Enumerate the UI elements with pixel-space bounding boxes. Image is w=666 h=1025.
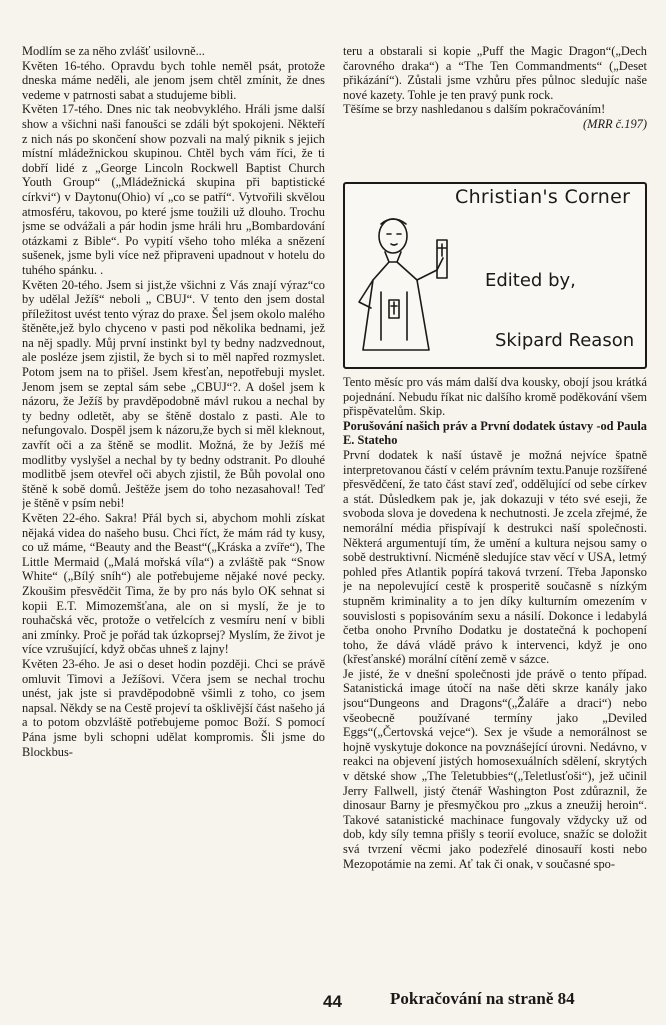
preacher-icon <box>351 200 451 360</box>
diary-paragraph: Květen 20-tého. Jsem si jist,že všichni z Vás znají výraz“co by udělal Ježíš“ neboli „ CBUJ“. V tento den jsem dostal příležitost uvést tento výraz do praxe. Šel jsem okolo malého štěněte,jež bylo chyceno v pasti pod několika bednami, jež na něj spadly. Můj první instinkt byl ty bedny nadzvednout, ale posléze jsem zjistil, že bych si to měl napřed rozmyslet. Potom jsem na to přišel. Jsem křesťan, nepotřebuji myslet. Jenom jsem se zeptal sám sebe „CBUJ“?. A došel jsem k názoru, že Ježíš by pravděpodobně mávl rukou a nechal by ty bedny odletět, aby se štěně dostalo z pasti. Ale to nefungovalo. Dospěl jsem k názoru,že bych si měl kleknout, zavřít oči a za štěně se modlit. Možná, že by Ježíš mé modlitby vyslyšel a nechal by ty bedny odstranit. Po dlouhé modlitbě jsem otevřel oči abych zjistil, že Bůh povolal ono štěně k sobě domů. Ještěže jsem do toho nezasahoval! Teď je štěně v psím nebi! <box>22 277 325 511</box>
article-block <box>343 375 647 1015</box>
source-signature: (MRR č.197) <box>583 116 647 131</box>
diary-continuation <box>343 44 647 174</box>
article-paragraph: První dodatek k naší ústavě je možná nejvíce špatně interpretovanou částí v celém právním textu.Panuje rozšířené přesvědčení, že tato část staví zeď, oddělující od sebe církev a stát. Důsledkem pak je, jak dokazuji v této své eseji, že svoboda slova je dovedena k nechutnosti. Je zcela zřejmé, že nemorální média přispívají k destrukci naší společnosti. Některá argumentují tím, že umění a kultura nejsou samy o sobě destruktivní. Nicméně sledujíce stav věcí v USA, letmý pohled přes Atlantik popírá taková tvrzení. Třeba Japonsko je na nepolevující cestě k prosperitě současně s nízkým stupněm kriminality a to jen díky kulturním omezením v souvislosti s popisováním sexu a násilí. Dokonce i ledabylá četba onoho Prvního Dodatku je dostatečná k pochopení toho, že dává vládě právo k intervenci, když je ono (křesťanské) morální cítění země v sázce. <box>343 447 647 667</box>
diary-paragraph: Těšíme se brzy nashledanou s dalším pokračováním! <box>343 102 606 117</box>
diary-paragraph: Květen 23-ého. Je asi o deset hodin později. Chci se právě omluvit Timovi a Ježíšovi. Včera jsem se nechal trochu unést, jak jste si pravděpodobně všimli z toho, co jsem napsal. Někdy se na Cestě projeví ta ošklivější část našeho já a to potom obzvláště potřebujeme pomoc Boží. S pomocí Pána jsme byli schopni udělat kompromis. Šli jsme do Blockbus- <box>22 656 325 759</box>
edited-by-label: Edited by, <box>485 270 576 291</box>
article-title: Porušování našich práv a První dodatek ústavy -od Paula E. Stateho <box>343 418 647 448</box>
diary-paragraph: Modlím se za něho zvlášť usilovně... <box>22 44 205 58</box>
right-column <box>343 44 647 1015</box>
left-column <box>22 44 325 999</box>
page-number: 44 <box>323 992 342 1011</box>
diary-paragraph: teru a obstarali si kopie „Puff the Magic Dragon“(„Dech čarovného draka“) a “The Ten Commandments“ („Deset přikázání“). Zůstali jsme vzhůru přes půlnoc sledujíc naše nové kazety. Tohle je ten pravý punk rock. <box>343 44 647 102</box>
editor-name: Skipard Reason <box>495 330 635 351</box>
continued-on-note: Pokračování na straně 84 <box>390 989 575 1008</box>
column-title: Christian's Corner <box>455 186 631 208</box>
article-paragraph: Je jisté, že v dnešní společnosti jde právě o tento případ. Satanistická image útočí na naše děti skrze kanály jako jsou“Dungeons and Dragons“(„Žaláře a draci“) nebo všeobecně používané termíny jako „Deviled Eggs“(„Čertovská vejce“). Sex je všude a nemorálnost se hojně vyskytuje dokonce na povznášející úrovni. Nedávno, v reakci na objevení jistých homosexuálních sdělení, skrytých v dětské show „The Teletubbies“(„Teletlusťoši“), jež učinil Jerry Fallwell, jistý čtenář Washington Post zdůraznil, že dinosaur Barny je přesmyčkou pro „zkus a zneužij heroin“. Takové satanistické machinace fungovaly vždycky už od dob, kdy síly temna přišly s teorií evoluce, snažíc se doložit svá tvrzení věcmi jako podezřelé dinosauří kosti nebo Mezopotámie na zemi. Ať tak či onak, v současné spo- <box>343 666 647 871</box>
editor-intro: Tento měsíc pro vás mám další dva kousky, obojí jsou krátká pojednání. Nebudu říkat nic dalšího kromě poděkování všem přispěvatelům. Skip. <box>343 375 647 419</box>
diary-paragraph: Květen 22-ého. Sakra! Přál bych si, abychom mohli získat nějaká videa do našeho busu. Chci říct, že mám rád ty kusy, co už máme, “Beauty and the Beast“(„Kráska a zvíře“), The Little Mermaid („Malá mořská víla“) a zvláště pak “Snow White“ („Bílý sníh“) ale potřebujeme nějaké nové pecky. Zkoušim přesvědčit Tima, že by pro nás bylo OK sehnat si kopii E.T. Mimozemšťana, ale on si myslí, že je to rouhačská věc, protože o vetřelcích z vesmíru není v bibli ani zmínky. Proč je pořád tak úzkoprsej? Myslím, že život je více vzrušující, když občas uhneš z lajny! <box>22 511 325 657</box>
diary-paragraph: Květen 17-tého. Dnes nic tak neobvyklého. Hráli jsme další show a všichni naši fanoušci se zdáli být spokojeni. Někteří z nich nás po skončení show pozvali na malý piknik s jejich místní mládežnickou skupinou. Chtěl bych vám říci, že ti dobří lidé z „George Lincoln Rockwell Baptist Church Youth Group“ („Mládežnická skupina při baptistické církvi“) v Daytonu(Ohio) ví „co se patří“. Vytvořili skvělou atmosféru, takovou, po které jsme toužili už dlouho. Trochu jsme se odvážali a pár hodin jsme hráli hru „Bombardování otázkami z Bible“. Po vypití všeho toho mléka a snězení sušenek, jsme byli více než připraveni upadnout v hotelu do tuhého spánku. . <box>22 102 325 277</box>
christians-corner-box <box>343 182 647 369</box>
diary-paragraph: Květen 16-tého. Opravdu bych tohle neměl psát, protože dneska máme neděli, ale jenom jsem chtěl zmínit, že dnes vedeme v patrnosti sabat a studujeme bibli. <box>22 58 325 102</box>
